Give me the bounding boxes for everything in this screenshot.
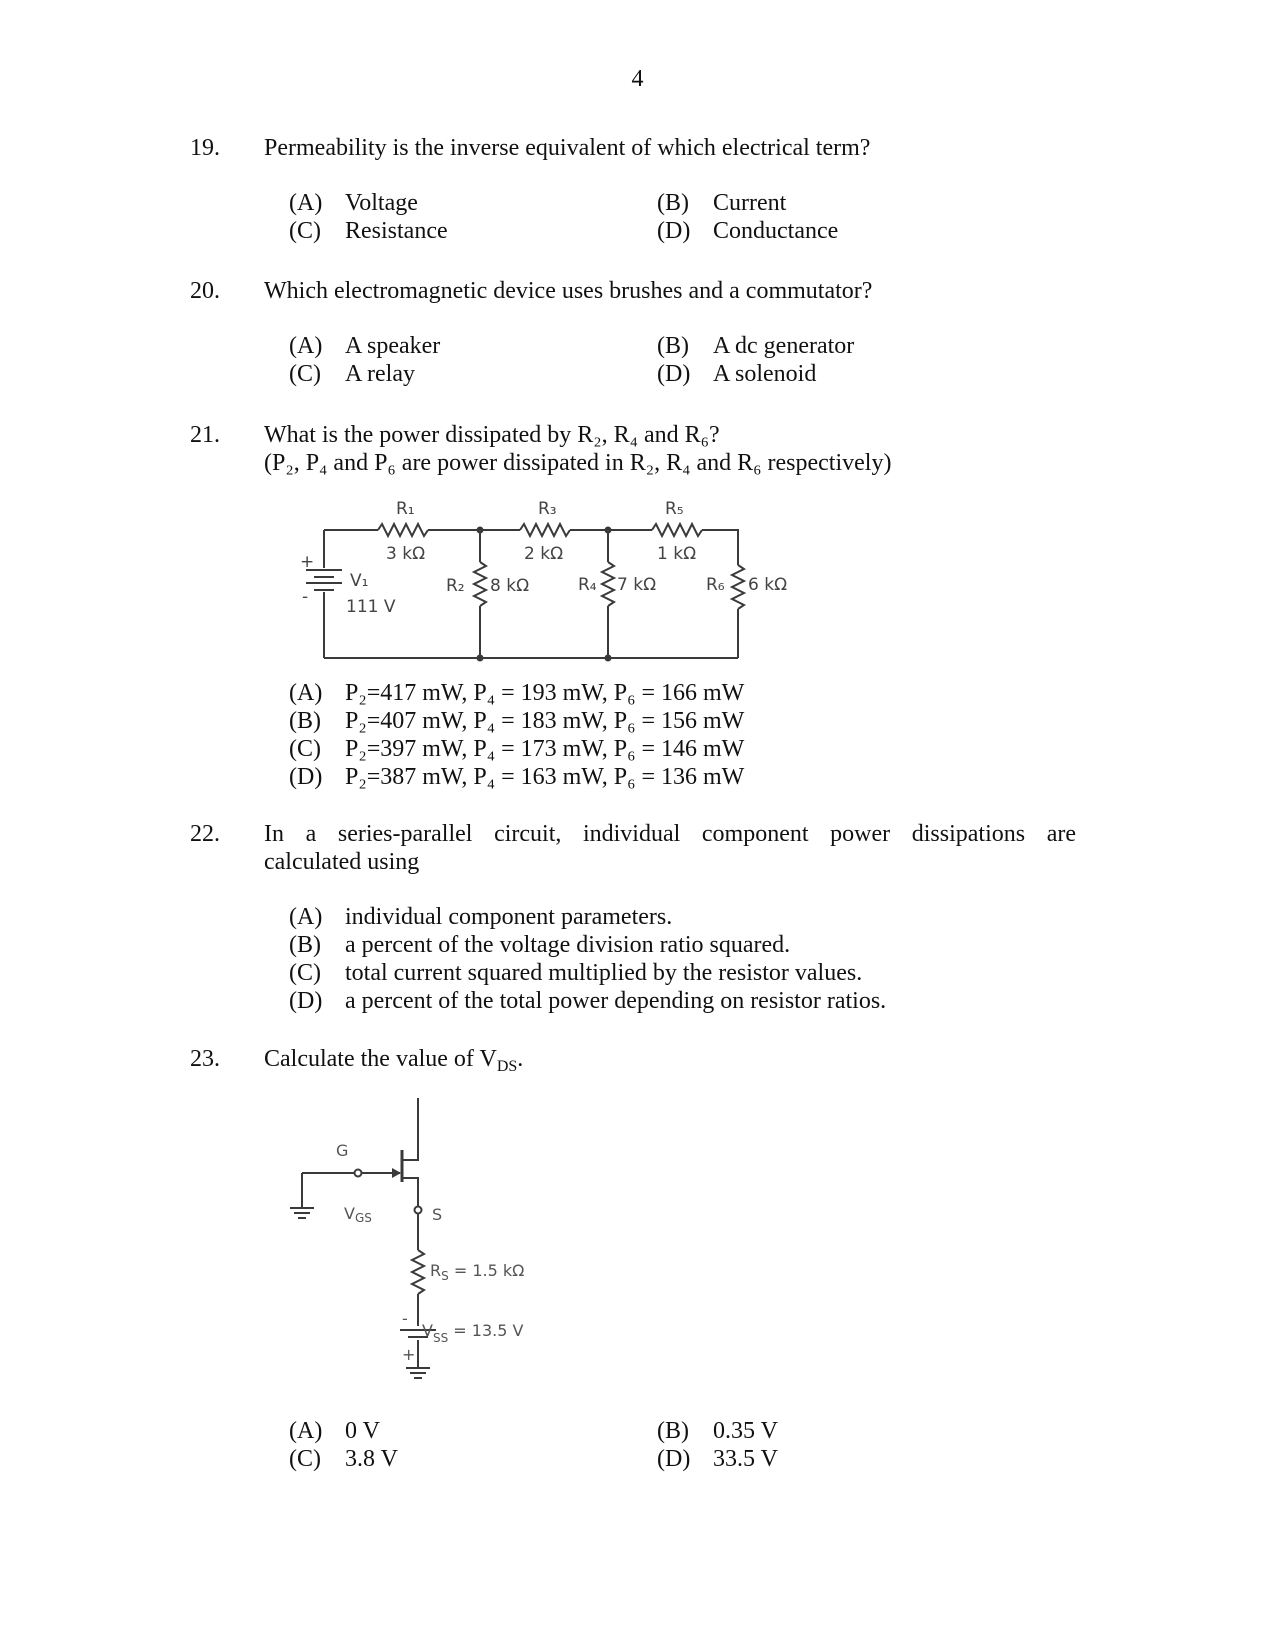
question-text-line2: calculated using bbox=[264, 849, 420, 875]
option-label: (D) bbox=[289, 988, 323, 1014]
option-b[interactable] bbox=[657, 333, 854, 360]
option-text: A dc generator bbox=[713, 333, 855, 359]
option-label: (B) bbox=[657, 190, 689, 216]
option-label: (A) bbox=[289, 1418, 323, 1444]
option-c[interactable] bbox=[289, 960, 862, 987]
question-text-end: . bbox=[517, 1046, 524, 1072]
v1-plus-sign: + bbox=[300, 552, 315, 572]
option-text: 33.5 V bbox=[713, 1446, 778, 1472]
rs-main: R bbox=[430, 1261, 442, 1280]
r6-value: 6 kΩ bbox=[748, 575, 788, 595]
page-number: 4 bbox=[631, 66, 644, 92]
question-number: 20. bbox=[190, 278, 220, 304]
r1-value: 3 kΩ bbox=[386, 544, 426, 564]
question-text: Permeability is the inverse equivalent of which electrical term? bbox=[264, 135, 871, 161]
v1-label: V₁ bbox=[350, 571, 369, 591]
question-number: 19. bbox=[190, 135, 220, 161]
question-text-line2: (P₂, P₄ and P₆ are power dissipated in R₂, R₄ and R₆ respectively) bbox=[264, 450, 892, 476]
vss-subscript: SS bbox=[432, 1331, 449, 1345]
option-d[interactable] bbox=[657, 1446, 778, 1473]
question-text-subscript: DS bbox=[496, 1058, 518, 1075]
option-label: (A) bbox=[289, 680, 323, 706]
jfet-circuit-diagram bbox=[270, 1098, 970, 1398]
question-number: 22. bbox=[190, 821, 220, 847]
r2-label: R₂ bbox=[446, 576, 465, 596]
question-text-line1: What is the power dissipated by R₂, R₄ and R₆? bbox=[264, 422, 720, 448]
option-label: (D) bbox=[289, 764, 323, 790]
vss-value: = 13.5 V bbox=[448, 1321, 524, 1340]
option-text: Current bbox=[713, 190, 787, 216]
option-label: (D) bbox=[657, 1446, 691, 1472]
option-text: 0 V bbox=[345, 1418, 380, 1444]
rs-label bbox=[430, 1261, 524, 1283]
option-label: (C) bbox=[289, 1446, 321, 1472]
option-label: (A) bbox=[289, 190, 323, 216]
option-text: P₂=417 mW, P₄ = 193 mW, P₆ = 166 mW bbox=[345, 680, 745, 706]
option-label: (D) bbox=[657, 218, 691, 244]
option-text: 0.35 V bbox=[713, 1418, 778, 1444]
option-label: (D) bbox=[657, 361, 691, 387]
r5-label: R₅ bbox=[665, 499, 684, 519]
question-text-main: Calculate the value of V bbox=[264, 1046, 497, 1072]
vgs-label bbox=[344, 1204, 372, 1225]
r4-value: 7 kΩ bbox=[617, 575, 657, 595]
option-text: Conductance bbox=[713, 218, 839, 244]
r3-value: 2 kΩ bbox=[524, 544, 564, 564]
option-b[interactable] bbox=[657, 190, 786, 217]
v1-value: 111 V bbox=[346, 597, 396, 617]
r3-label: R₃ bbox=[538, 499, 557, 519]
r2-value: 8 kΩ bbox=[490, 576, 530, 596]
gate-label: G bbox=[336, 1141, 349, 1160]
option-label: (C) bbox=[289, 736, 321, 762]
vgs-subscript: GS bbox=[354, 1211, 372, 1225]
r4-label: R₄ bbox=[578, 575, 597, 595]
r1-label: R₁ bbox=[396, 499, 415, 519]
option-label: (B) bbox=[289, 708, 321, 734]
r5-value: 1 kΩ bbox=[657, 544, 697, 564]
option-label: (B) bbox=[657, 1418, 689, 1444]
option-label: (A) bbox=[289, 904, 323, 930]
option-c[interactable] bbox=[289, 1446, 398, 1473]
question-text-line1: In a series-parallel circuit, individual component power dissipations are bbox=[264, 821, 1076, 847]
option-label: (C) bbox=[289, 218, 321, 244]
option-a[interactable] bbox=[289, 1418, 380, 1445]
option-d[interactable] bbox=[289, 988, 886, 1015]
question-number: 23. bbox=[190, 1046, 220, 1072]
option-d[interactable] bbox=[289, 764, 744, 791]
option-a[interactable] bbox=[289, 680, 744, 707]
question-number: 21. bbox=[190, 422, 220, 448]
vss-minus-sign: - bbox=[402, 1309, 408, 1328]
vgs-main: V bbox=[344, 1204, 355, 1223]
option-text: 3.8 V bbox=[345, 1446, 398, 1472]
vss-main: V bbox=[422, 1321, 433, 1340]
option-d[interactable] bbox=[657, 218, 838, 245]
option-label: (C) bbox=[289, 960, 321, 986]
option-a[interactable] bbox=[289, 190, 418, 217]
option-c[interactable] bbox=[289, 361, 415, 388]
v1-minus-sign: - bbox=[302, 587, 309, 607]
ladder-circuit-diagram bbox=[0, 490, 1275, 670]
option-label: (B) bbox=[289, 932, 321, 958]
option-d[interactable] bbox=[657, 361, 816, 388]
option-text: Resistance bbox=[345, 218, 448, 244]
option-text: A speaker bbox=[345, 333, 441, 359]
option-text: P₂=397 mW, P₄ = 173 mW, P₆ = 146 mW bbox=[345, 736, 745, 762]
option-label: (C) bbox=[289, 361, 321, 387]
option-text: Voltage bbox=[345, 190, 418, 216]
option-b[interactable] bbox=[289, 708, 744, 735]
option-c[interactable] bbox=[289, 736, 744, 763]
option-text: P₂=387 mW, P₄ = 163 mW, P₆ = 136 mW bbox=[345, 764, 745, 790]
option-text: a percent of the total power depending on resistor ratios. bbox=[345, 988, 887, 1014]
option-a[interactable] bbox=[289, 333, 440, 360]
option-c[interactable] bbox=[289, 218, 448, 245]
rs-value: = 1.5 kΩ bbox=[448, 1261, 525, 1280]
option-text: total current squared multiplied by the resistor values. bbox=[345, 960, 863, 986]
option-label: (A) bbox=[289, 333, 323, 359]
option-label: (B) bbox=[657, 333, 689, 359]
question-text bbox=[264, 1046, 523, 1073]
rs-subscript: S bbox=[441, 1269, 449, 1283]
option-text: A relay bbox=[345, 361, 415, 387]
option-b[interactable] bbox=[289, 932, 790, 959]
option-text: individual component parameters. bbox=[345, 904, 673, 930]
option-text: P₂=407 mW, P₄ = 183 mW, P₆ = 156 mW bbox=[345, 708, 745, 734]
option-b[interactable] bbox=[657, 1418, 778, 1445]
source-label: S bbox=[432, 1205, 443, 1224]
r6-label: R₆ bbox=[706, 575, 725, 595]
question-text: Which electromagnetic device uses brushes and a commutator? bbox=[264, 278, 873, 304]
option-a[interactable] bbox=[289, 904, 672, 931]
option-text: a percent of the voltage division ratio squared. bbox=[345, 932, 791, 958]
vss-label bbox=[422, 1321, 523, 1345]
vss-plus-sign: + bbox=[402, 1345, 416, 1364]
option-text: A solenoid bbox=[713, 361, 817, 387]
